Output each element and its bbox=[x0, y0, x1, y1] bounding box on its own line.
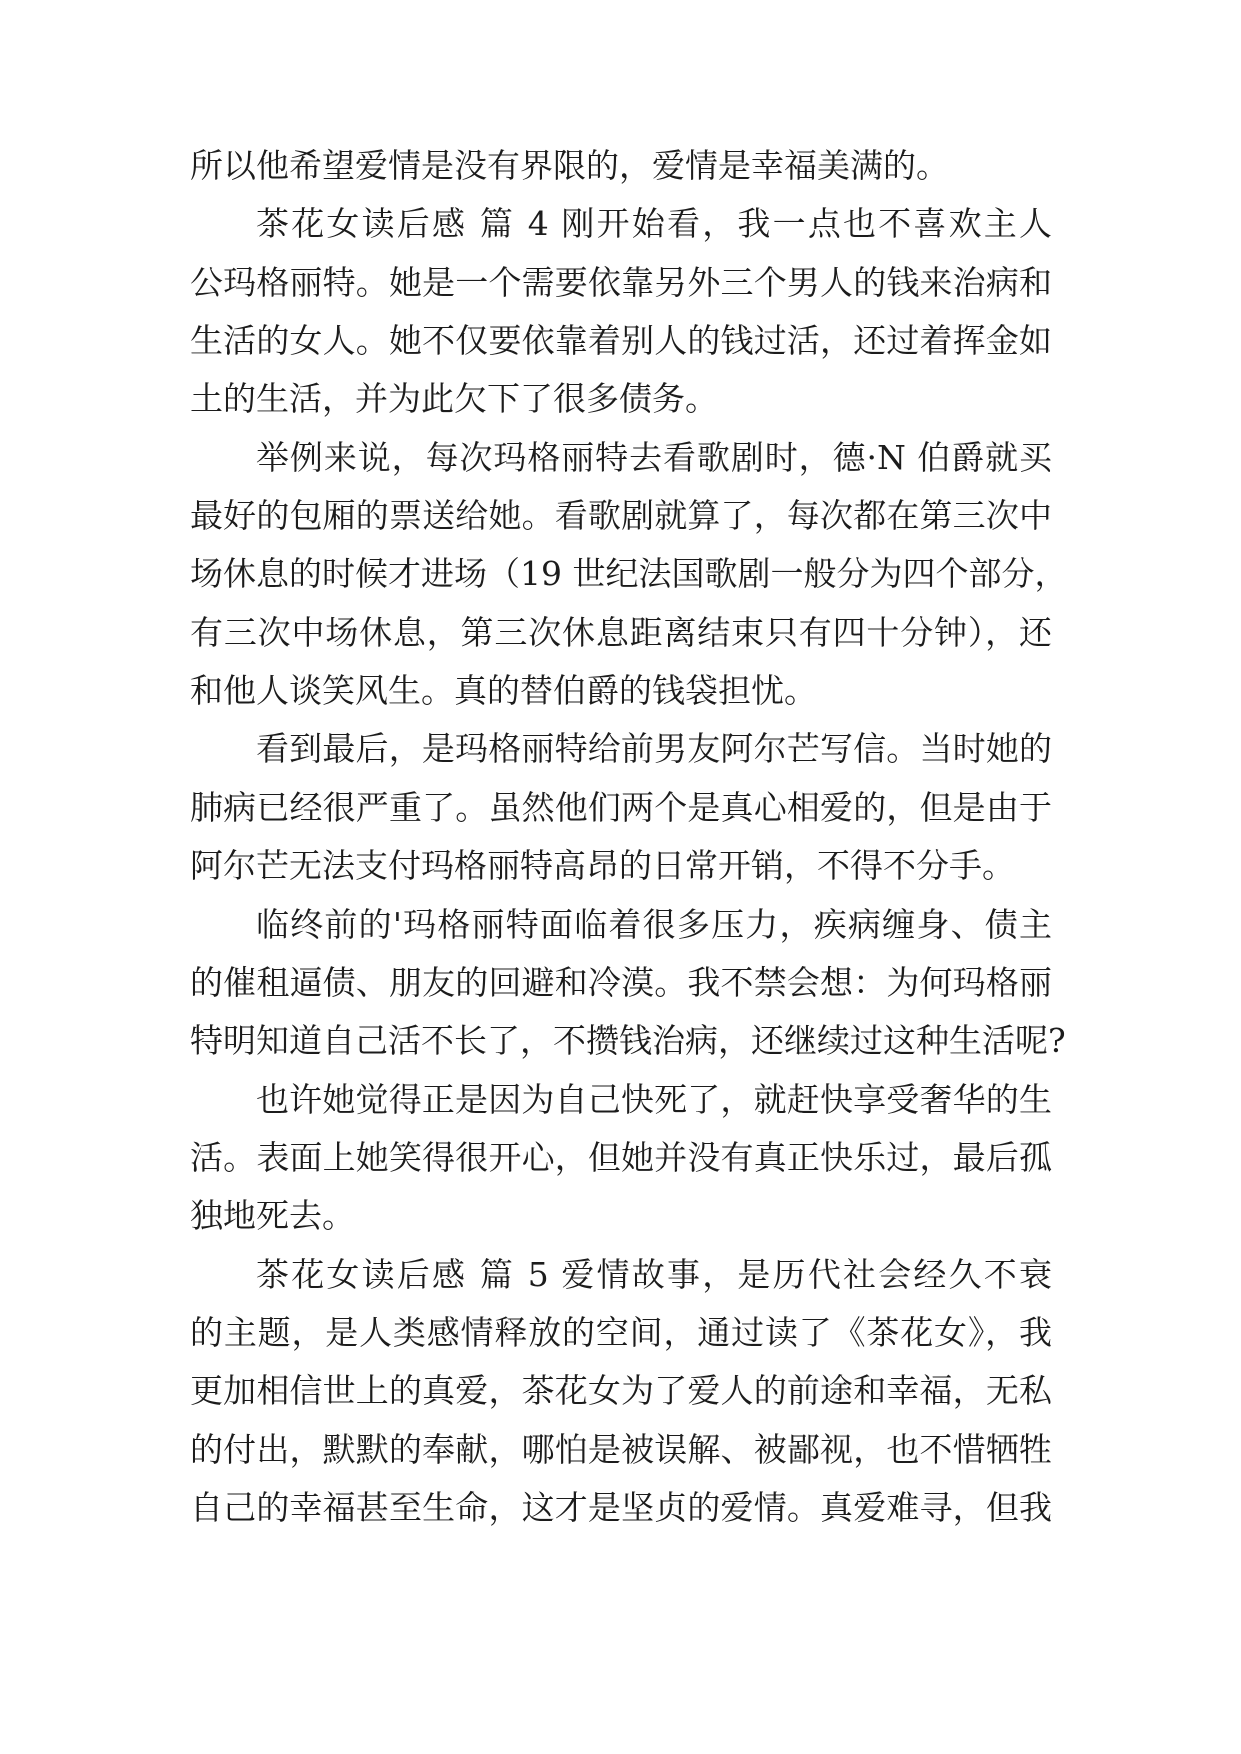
text-line: 和他人谈笑风生。真的替伯爵的钱袋担忧。 bbox=[190, 671, 817, 710]
text-line: 有三次中场休息，第三次休息距离结束只有四十分钟），还 bbox=[190, 613, 1052, 652]
text-line: 的主题，是人类感情释放的空间，通过读了《茶花女》，我 bbox=[190, 1313, 1052, 1352]
text-line: 活。表面上她笑得很开心，但她并没有真正快乐过，最后孤 bbox=[190, 1138, 1052, 1177]
text-line: 阿尔芒无法支付玛格丽特高昂的日常开销，不得不分手。 bbox=[190, 846, 1015, 885]
text-line: 独地死去。 bbox=[190, 1196, 355, 1235]
text-line: 所以他希望爱情是没有界限的，爱情是幸福美满的。 bbox=[190, 146, 949, 185]
paragraph-start-line: 临终前的'玛格丽特面临着很多压力，疾病缠身、债主 bbox=[256, 905, 1052, 944]
paragraph-start-line: 看到最后，是玛格丽特给前男友阿尔芒写信。当时她的 bbox=[256, 729, 1052, 768]
paragraph-start-line: 也许她觉得正是因为自己快死了，就赶快享受奢华的生 bbox=[256, 1080, 1052, 1119]
text-line: 公玛格丽特。她是一个需要依靠另外三个男人的钱来治病和 bbox=[190, 263, 1052, 302]
text-line: 生活的女人。她不仅要依靠着别人的钱过活，还过着挥金如 bbox=[190, 321, 1052, 360]
section-heading-line: 茶花女读后感 篇 5 爱情故事，是历代社会经久不衰 bbox=[256, 1255, 1052, 1294]
text-line: 场休息的时候才进场（19 世纪法国歌剧一般分为四个部分， bbox=[190, 554, 1068, 593]
paragraph-start-line: 举例来说，每次玛格丽特去看歌剧时，德·N 伯爵就买 bbox=[256, 438, 1052, 477]
text-line: 土的生活，并为此欠下了很多债务。 bbox=[190, 379, 718, 418]
text-line: 自己的幸福甚至生命，这才是坚贞的爱情。真爱难寻，但我 bbox=[190, 1488, 1052, 1527]
text-line: 肺病已经很严重了。虽然他们两个是真心相爱的，但是由于 bbox=[190, 788, 1052, 827]
text-line: 最好的包厢的票送给她。看歌剧就算了，每次都在第三次中 bbox=[190, 496, 1052, 535]
text-line: 更加相信世上的真爱，茶花女为了爱人的前途和幸福，无私 bbox=[190, 1371, 1052, 1410]
text-line: 的付出，默默的奉献，哪怕是被误解、被鄙视，也不惜牺牲 bbox=[190, 1430, 1052, 1469]
section-heading-line: 茶花女读后感 篇 4 刚开始看，我一点也不喜欢主人 bbox=[256, 204, 1052, 243]
text-line: 的催租逼债、朋友的回避和冷漠。我不禁会想：为何玛格丽 bbox=[190, 963, 1052, 1002]
text-line: 特明知道自己活不长了，不攒钱治病，还继续过这种生活呢? bbox=[190, 1021, 1066, 1060]
